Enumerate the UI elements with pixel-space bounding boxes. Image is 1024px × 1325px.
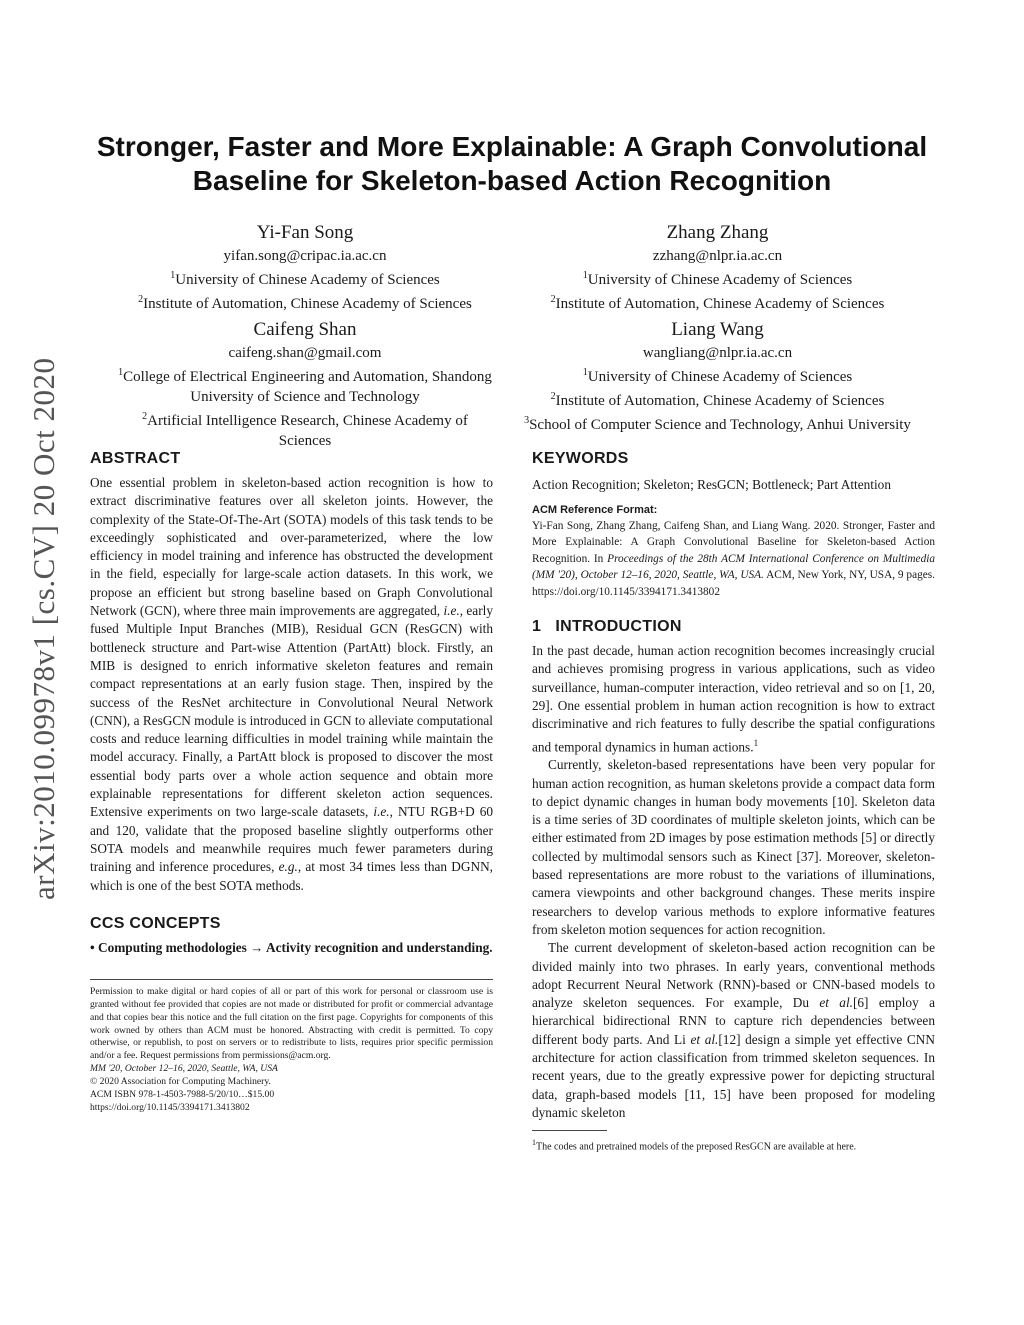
introduction-heading: 1 INTRODUCTION [532,618,682,636]
author-affiliation: $^1$College of Electrical Engineering and Automation, Shandong University of Science and Technology [118,367,492,405]
acm-reference-text: Yi-Fan Song, Zhang Zhang, Caifeng Shan, and Liang Wang. 2020. Stronger, Faster and More Explainable: A Graph Convolutional Baseline for Skeleton-based Action Recognition. In Proceedings of the 28th ACM International Conference on Multimedia (MM '20), October 12–16, 2020, Seattle, WA, USA. ACM, New York, NY, USA, 9 pages. https://doi.org/10.1145/3394171.3413802 [532,520,936,598]
author-affiliation: $^2$Institute of Automation, Chinese Academy of Sciences [550,391,885,409]
author-name: Zhang Zhang [666,222,769,243]
copyright-line: © 2020 Association for Computing Machinery. [90,1076,271,1088]
author-block [520,317,915,435]
author-affiliation: $^1$University of Chinese Academy of Sciences [582,367,853,385]
author-affiliation: $^2$Artificial Intelligence Research, Chinese Academy of Sciences [142,411,468,449]
abstract-heading: ABSTRACT [90,450,181,467]
ccs-heading: CCS CONCEPTS [90,914,221,932]
abstract-text: One essential problem in skeleton-based action recognition is how to extract discriminative features over all skeleton joints. However, the complexity of the State-Of-The-Art (SOTA) models of this task tends to be exceedingly sophisticated and over-parameterized, where the low efficiency in model training and inference has obstructed the development in the field, especially for large-scale action datasets. In this work, we propose an efficient but strong baseline based on Graph Convolutional Network (GCN), where three main improvements are aggregated, i.e., early fused Multiple Input Branches (MIB), Residual GCN (ResGCN) with bottleneck structure and Part-wise Attention (PartAtt) block. Firstly, an MIB is designed to enrich informative skeleton features and remain compact representations at an early fusion stage. Then, inspired by the success of the ResNet architecture in Convolutional Neural Network (CNN), a ResGCN module is introduced in GCN to alleviate computational costs and reduce learning difficulties in model training while maintain the model accuracy. Finally, a PartAtt block is proposed to discover the most essential body parts over a whole action sequence and obtain more explainable representations for different skeleton action sequences. Extensive experiments on two large-scale datasets, i.e., NTU RGB+D 60 and 120, validate that the proposed baseline slightly outperforms other SOTA models and meanwhile requires much fewer parameters during training and inference procedures, e.g., at most 34 times less than DGNN, which is one of the best SOTA methods. [90,475,493,893]
author-block [510,220,925,314]
keywords-heading: KEYWORDS [532,450,629,467]
author-affiliation: $^2$Institute of Automation, Chinese Academy of Sciences [550,294,885,312]
arxiv-id: arXiv:2010.09978v1 [cs.CV] 20 Oct 2020 [26,357,61,900]
doi-line[interactable]: https://doi.org/10.1145/3394171.3413802 [90,1101,250,1113]
permission-block [90,986,493,1115]
paragraph: The current development of skeleton-based action recognition can be divided mainly into two phrases. In early years, conventional methods adopt Recurrent Neural Network (RNN)-based or CNN-based models to analyze skeleton sequences. For example, Du et al.[6] employ a hierarchical bidirectional RNN to capture rich dependencies between different body parts. And Li et al.[12] design a simple yet effective CNN architecture for action classification from trimmed skeleton sequences. In recent years, due to the greatly expressive power for depicting structural data, graph-based models [11, 15] have been proposed for modeling dynamic skeleton [532,940,935,1120]
author-affiliation: $^1$University of Chinese Academy of Sciences [582,270,853,288]
left-column [90,450,493,1115]
paragraph: In the past decade, human action recognition becomes increasingly crucial and achieves promising progress in various applications, such as video surveillance, human-computer interaction, video retrieval and so on [1, 20, 29]. One essential problem in human action recognition is how to extract discriminative and rich features to fully describe the spatial configurations and temporal dynamics in human actions.$^1$ [532,643,935,754]
keywords-text: Action Recognition; Skeleton; ResGCN; Bottleneck; Part Attention [532,477,891,492]
author-affiliation: $^3$School of Computer Science and Technology, Anhui University [524,415,911,433]
acm-reference-heading: ACM Reference Format: [532,504,658,516]
author-email: caifeng.shan@gmail.com [228,345,382,361]
introduction-text [532,642,935,1122]
author-name: Liang Wang [671,319,764,340]
author-block [90,220,520,314]
author-email: yifan.song@cripac.ia.ac.cn [223,248,387,264]
permission-text: Permission to make digital or hard copies of all or part of this work for personal or classroom use is granted without fee provided that copies are not made or distributed for profit or commercial advantage and that copies bear this notice and the full citation on the first page. Copyrights for components of this work owned by others than ACM must be honored. Abstracting with credit is permitted. To copy otherwise, or republish, to post on servers or to redistribute to lists, requires prior specific permission and/or a fee. Request permissions from permissions@acm.org. [90,985,493,1062]
footnote-rule [532,1130,607,1131]
author-block [115,317,495,451]
footnote: $^1$The codes and pretrained models of the preposed ResGCN are available at here. [532,1138,857,1153]
ccs-concepts: • Computing methodologies → Activity recognition and understanding. [90,939,493,955]
author-email: wangliang@nlpr.ia.ac.cn [642,345,793,361]
conference-line: MM '20, October 12–16, 2020, Seattle, WA, USA [90,1063,278,1075]
author-name: Yi-Fan Song [256,222,354,243]
permission-rule [90,979,493,980]
author-email: zzhang@nlpr.ia.ac.cn [652,248,783,264]
isbn-line: ACM ISBN 978-1-4503-7988-5/20/10…$15.00 [90,1089,275,1101]
author-affiliation: $^1$University of Chinese Academy of Sciences [170,270,440,288]
author-name: Caifeng Shan [253,319,357,340]
author-affiliation: $^2$Institute of Automation, Chinese Academy of Sciences [138,294,472,312]
right-column [532,450,935,1154]
paragraph: Currently, skeleton-based representations have been very popular for human action recognition, as human skeletons provide a compact data form to depict dynamic changes in human body movements [10]. Skeleton data is a time series of 3D coordinates of multiple skeleton joints, which can be either estimated from 2D images by pose estimation methods [5] or directly collected by multimodal sensors such as Kinect [37]. Moreover, skeleton-based representations are more robust to the variations of illuminations, camera viewpoints and other background changes. These merits inspire researchers to develop various methods to explore informative features from skeleton motion sequences for action recognition. [532,757,935,937]
paper-title: Stronger, Faster and More Explainable: A Graph Convolutional Baseline for Skeleton-based Action Recognition [96,131,928,196]
